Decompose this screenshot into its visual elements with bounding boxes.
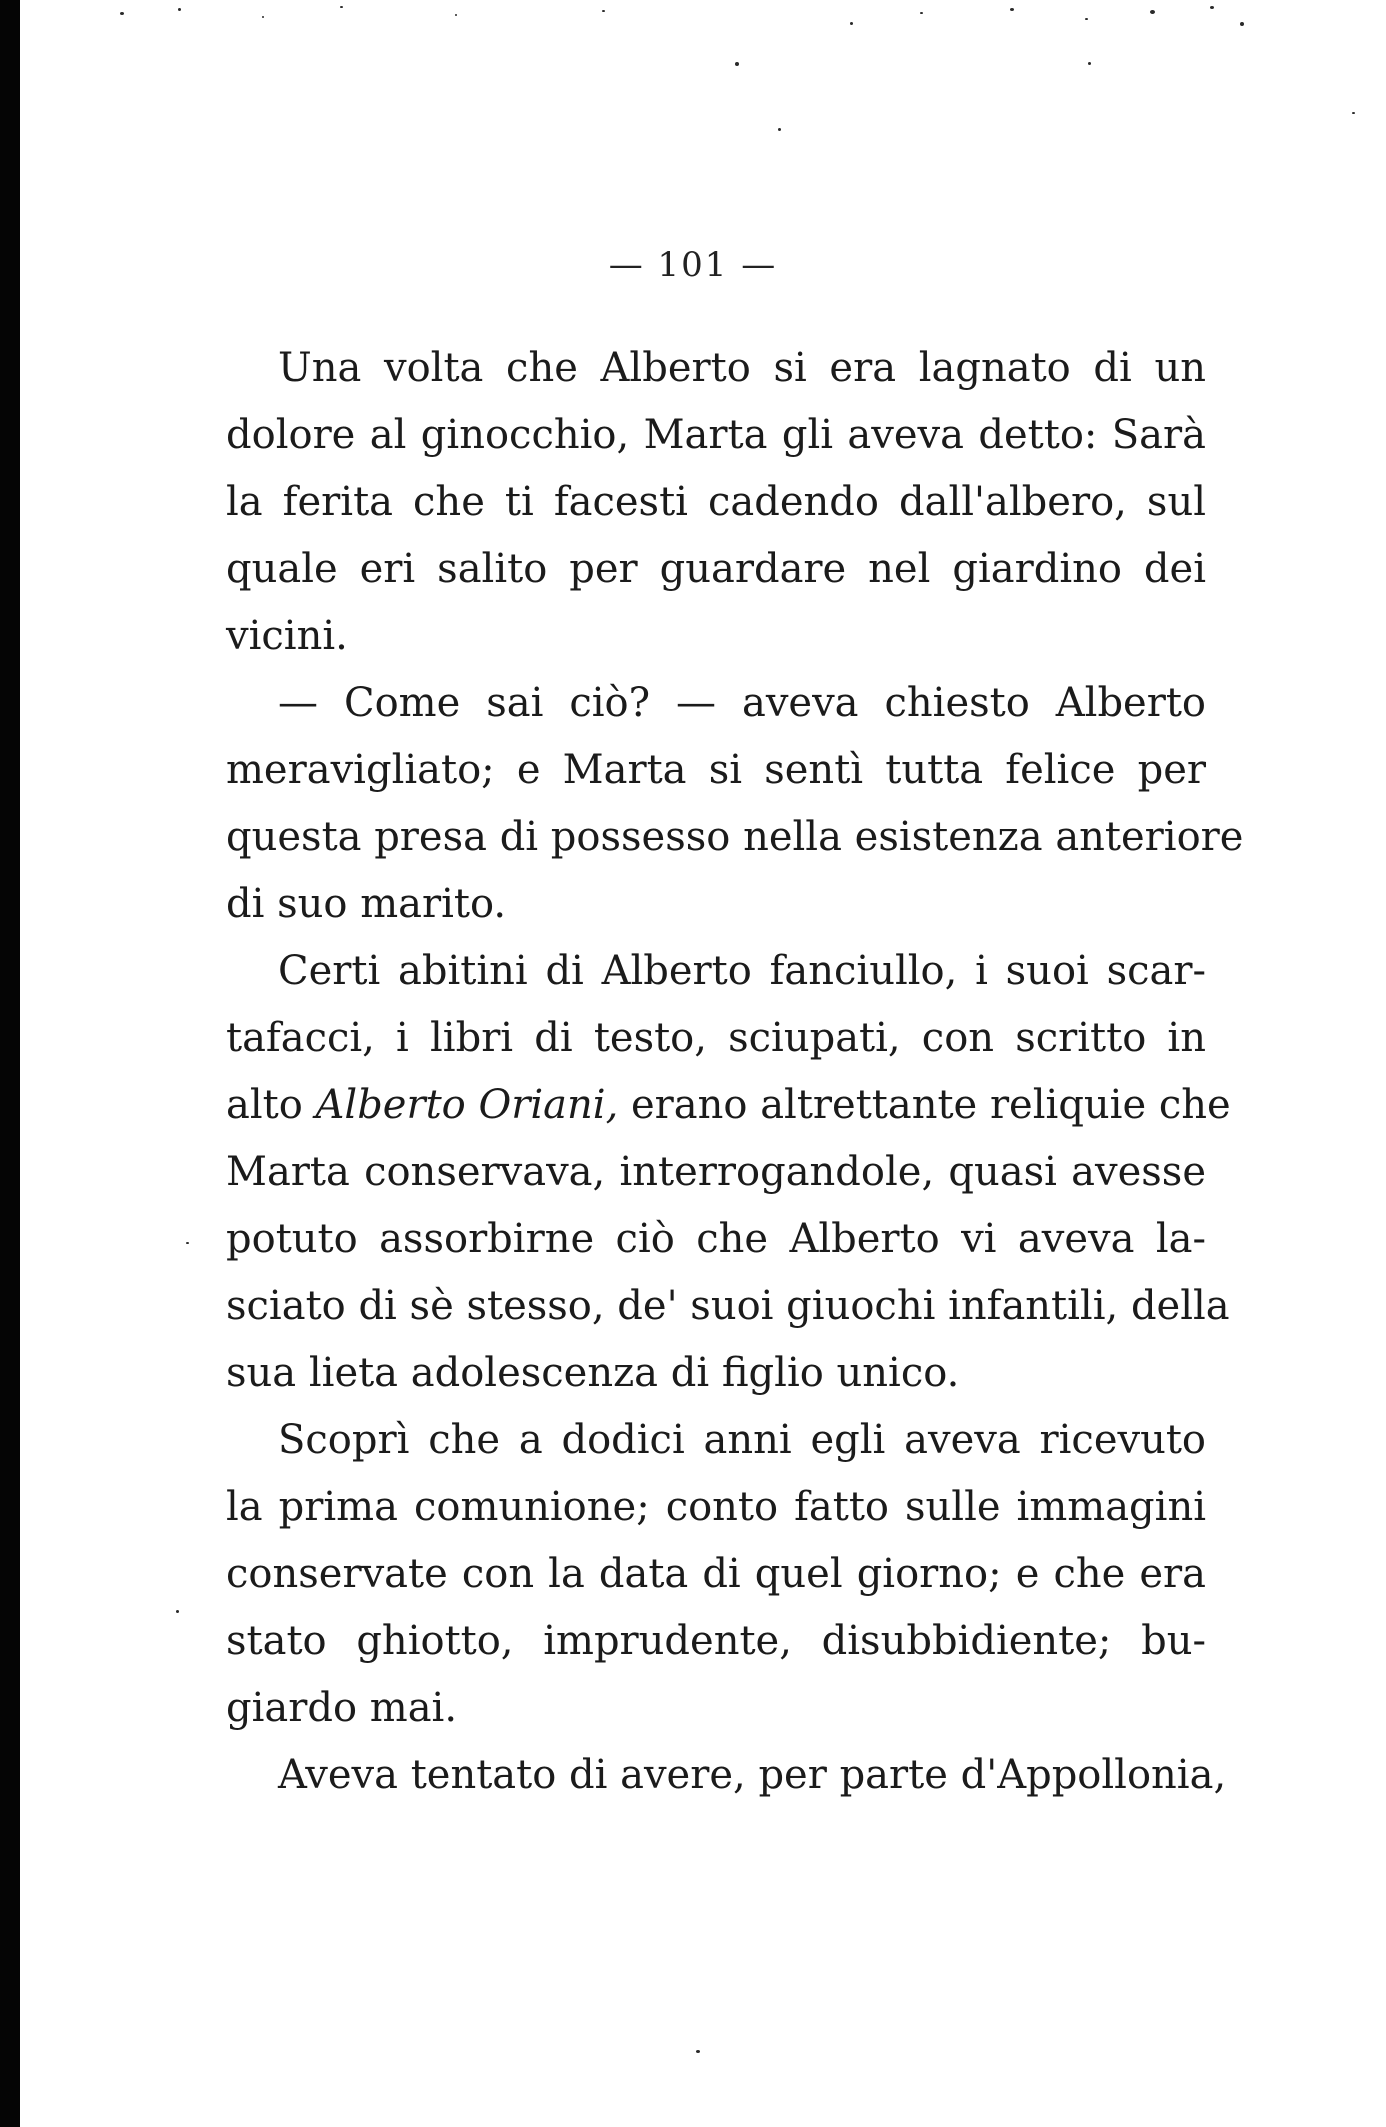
paragraph (226, 335, 1206, 670)
text-line: Marta conservava, interrogandole, quasi avesse (226, 1149, 1206, 1195)
text-line: Aveva tentato di avere, per parte d'Appollonia, (278, 1752, 1227, 1798)
page-number: — 101 — (608, 245, 778, 285)
text-line: la ferita che ti facesti cadendo dall'albero, sul (226, 479, 1206, 525)
text-line: conservate con la data di quel giorno; e che era (226, 1551, 1206, 1597)
text-line: tafacci, i libri di testo, sciupati, con scritto in (226, 1015, 1206, 1061)
text-line: vicini. (226, 613, 348, 659)
text-line: Scoprì che a dodici anni egli aveva ricevuto (278, 1417, 1206, 1463)
paragraph (226, 670, 1244, 938)
body-text (226, 335, 1244, 1809)
text-line: stato ghiotto, imprudente, disubbidiente; bu- (226, 1618, 1206, 1664)
paragraph (226, 1407, 1206, 1742)
paragraph (226, 1742, 1227, 1809)
text-line: meravigliato; e Marta si sentì tutta felice per (226, 747, 1206, 793)
text-line: sciato di sè stesso, de' suoi giuochi infantili, della (226, 1283, 1230, 1329)
text-line: sua lieta adolescenza di figlio unico. (226, 1350, 960, 1396)
text-line: — Come sai ciò? — aveva chiesto Alberto (278, 680, 1206, 726)
page-binding-edge (0, 0, 20, 2127)
text-line: questa presa di possesso nella esistenza anteriore (226, 814, 1244, 860)
text-line: di suo marito. (226, 881, 507, 927)
text-line: potuto assorbirne ciò che Alberto vi aveva la- (226, 1216, 1206, 1262)
text-line: la prima comunione; conto fatto sulle immagini (226, 1484, 1206, 1530)
paragraph (226, 938, 1231, 1407)
text-line: quale eri salito per guardare nel giardino dei (226, 546, 1206, 592)
italic-name: Alberto Oriani, (315, 1082, 619, 1128)
text-line-with-italic (226, 1072, 1231, 1139)
text-line: Una volta che Alberto si era lagnato di un (278, 345, 1206, 391)
text-line: Certi abitini di Alberto fanciullo, i suoi scar- (278, 948, 1206, 994)
text-span: alto (226, 1082, 316, 1128)
text-line: giardo mai. (226, 1685, 458, 1731)
text-line: dolore al ginocchio, Marta gli aveva detto: Sarà (226, 412, 1206, 458)
text-span: erano altrettante reliquie che (618, 1082, 1231, 1128)
